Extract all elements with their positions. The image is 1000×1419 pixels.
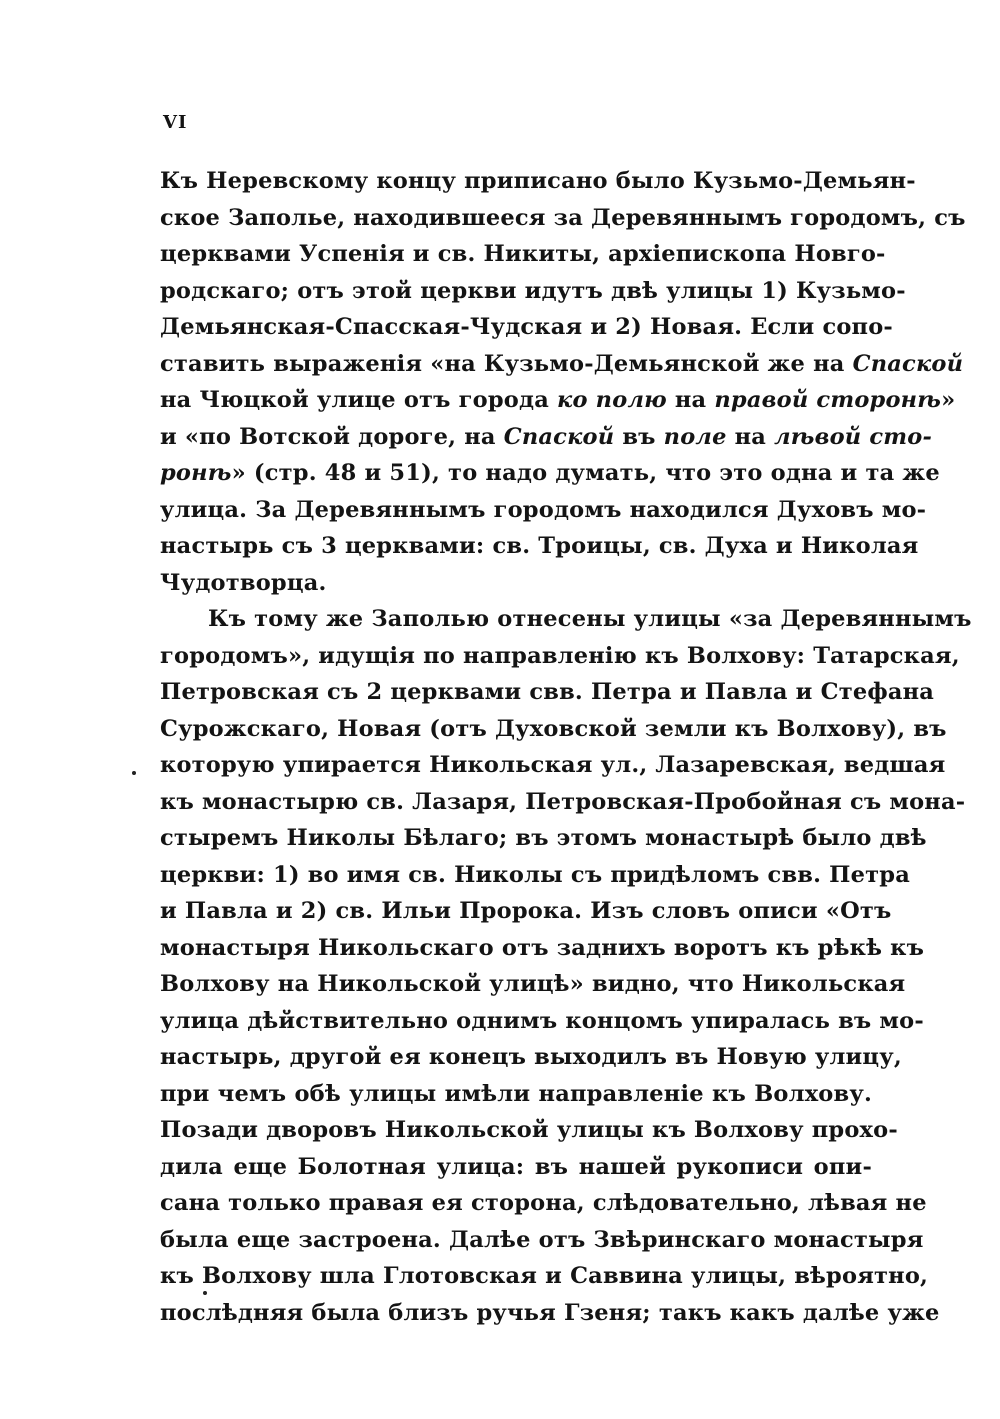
text-line (160, 492, 927, 529)
text-line (160, 784, 966, 821)
italic-fragment: Спаской (503, 423, 615, 450)
text-line (160, 1258, 929, 1295)
text-fragment: на Чюцкой улице отъ города (160, 387, 558, 413)
text-fragment: послѣдняя была близъ ручья Гзеня; такъ какъ далѣе уже (160, 1299, 940, 1326)
text-line (160, 1003, 924, 1040)
text-line (160, 273, 906, 310)
text-line (160, 930, 925, 967)
text-line (160, 200, 966, 237)
text-fragment: Волхову на Никольской улицѣ» видно, что Никольская (160, 971, 906, 997)
italic-fragment: Спаской (852, 350, 964, 377)
text-fragment: ское Заполье, находившееся за Деревяннымъ городомъ, съ (160, 204, 966, 231)
text-line (160, 346, 964, 383)
italic-fragment: ко полю (557, 387, 667, 413)
text-fragment: Чудотворца. (160, 569, 327, 596)
text-fragment: монастыря Никольскаго отъ заднихъ воротъ къ рѣкѣ къ (160, 934, 925, 961)
text-line (160, 966, 906, 1003)
italic-fragment: правой сторонѣ (714, 387, 942, 413)
text-fragment: городомъ», идущія по направленію къ Волхову: Татарская, (160, 642, 960, 669)
text-fragment: Къ Неревскому концу приписано было Кузьмо-Демьян- (160, 168, 916, 194)
stray-ink-mark (203, 1291, 207, 1295)
italic-fragment: поле (663, 423, 727, 450)
text-fragment: настырь съ 3 церквами: св. Троицы, св. Духа и Николая (160, 533, 919, 559)
text-line (160, 638, 960, 675)
text-fragment: церкви: 1) во имя св. Николы съ придѣломъ свв. Петра (160, 861, 910, 888)
text-line (160, 163, 916, 200)
text-line (160, 419, 933, 456)
text-fragment: настырь, другой ея конецъ выходилъ въ Новую улицу, (160, 1044, 902, 1070)
text-line (160, 1112, 898, 1149)
text-fragment: церквами Успенія и св. Никиты, архіепископа Новго- (160, 241, 886, 267)
text-line (160, 674, 935, 711)
text-fragment: которую упирается Никольская ул., Лазаревская, ведшая (160, 752, 946, 778)
text-fragment: Сурожскаго, Новая (отъ Духовской земли къ Волхову), въ (160, 715, 947, 742)
text-line (160, 1185, 927, 1222)
text-fragment: и «по Вотской дороге, на (160, 423, 504, 450)
text-fragment: улица. За Деревяннымъ городомъ находился Духовъ мо- (160, 496, 927, 523)
text-line (160, 236, 886, 273)
text-fragment: Петровская съ 2 церквами свв. Петра и Павла и Стефана (160, 679, 935, 705)
text-fragment: » (стр. 48 и 51), то надо думать, что это одна и та же (231, 460, 940, 486)
text-fragment: къ Волхову шла Глотовская и Саввина улицы, вѣроятно, (160, 1263, 929, 1289)
text-fragment: дила еще Болотная улица: въ нашей рукописи опи- (160, 1153, 872, 1180)
text-line (160, 565, 872, 602)
text-fragment: » (941, 387, 956, 413)
text-line (160, 893, 892, 930)
text-line (160, 382, 956, 419)
text-fragment: улица дѣйствительно однимъ концомъ упиралась въ мо- (160, 1007, 924, 1034)
text-fragment: родскаго; отъ этой церкви идутъ двѣ улицы 1) Кузьмо- (160, 277, 906, 304)
text-fragment: при чемъ обѣ улицы имѣли направленіе къ Волхову. (160, 1080, 872, 1107)
text-line (160, 309, 893, 346)
italic-fragment: ронѣ (160, 460, 232, 486)
page-number: VI (163, 112, 188, 133)
text-fragment: ставить выраженія «на Кузьмо-Демьянской же на (160, 350, 853, 377)
text-line (160, 857, 910, 894)
text-line (160, 1149, 872, 1186)
text-fragment: на (726, 423, 775, 450)
text-line (160, 1222, 924, 1259)
text-line (160, 1039, 902, 1076)
italic-fragment: лѣвой сто- (774, 423, 933, 450)
text-fragment: и Павла и 2) св. Ильи Пророка. Изъ словъ описи «Отъ (160, 898, 892, 924)
text-line (160, 601, 972, 638)
text-line (160, 455, 940, 492)
text-fragment: въ (614, 423, 664, 450)
text-line (160, 528, 919, 565)
text-line (160, 820, 927, 857)
stray-ink-mark (132, 771, 136, 775)
text-fragment: къ монастырю св. Лазаря, Петровская-Пробойная съ мона- (160, 788, 966, 815)
text-line (160, 711, 947, 748)
text-fragment: на (666, 387, 715, 413)
text-fragment: Позади дворовъ Никольской улицы къ Волхову прохо- (160, 1117, 898, 1143)
text-fragment: стыремъ Николы Бѣлаго; въ этомъ монастырѣ было двѣ (160, 825, 927, 851)
text-fragment: была еще застроена. Далѣе отъ Звѣринскаго монастыря (160, 1226, 924, 1253)
text-fragment: сана только правая ея сторона, слѣдовательно, лѣвая не (160, 1190, 927, 1216)
text-line (160, 747, 946, 784)
text-line (160, 1295, 940, 1332)
text-fragment: Демьянская-Спасская-Чудская и 2) Новая. Если сопо- (160, 314, 893, 340)
text-line (160, 1076, 872, 1113)
text-fragment: Къ тому же Заполью отнесены улицы «за Деревяннымъ (208, 606, 972, 632)
body-text (160, 163, 972, 1331)
